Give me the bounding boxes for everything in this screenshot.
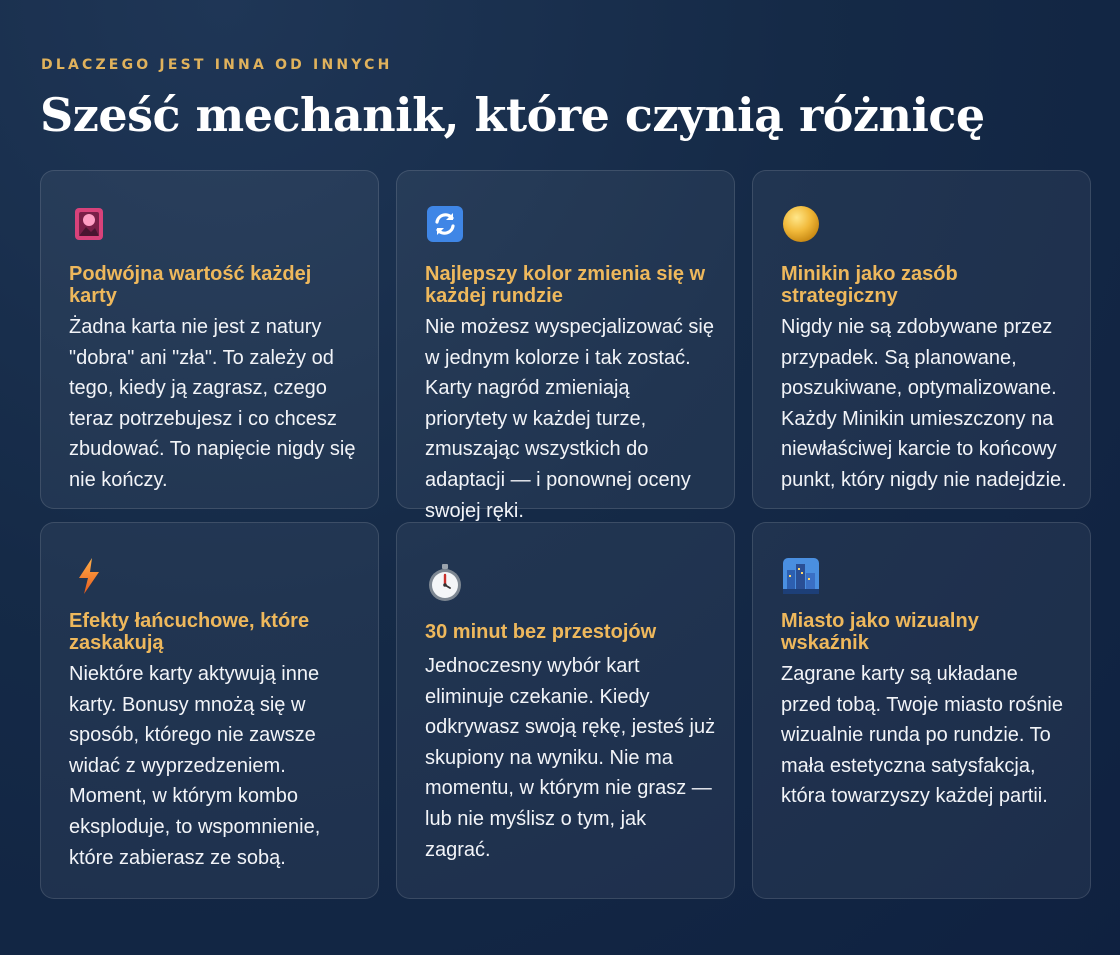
mechanic-card-city xyxy=(752,522,1091,899)
mechanic-card-best-color xyxy=(396,170,735,522)
mechanic-card-minikin xyxy=(752,170,1091,509)
mechanic-card-double-value xyxy=(40,170,379,509)
lightning-icon xyxy=(69,556,109,596)
card-title: 30 minut bez przestojów xyxy=(425,621,657,643)
card-title: Najlepszy kolor zmienia się w każdej rundzie xyxy=(425,263,706,307)
card-title: Miasto jako wizualny wskaźnik xyxy=(781,610,979,654)
card-description: Nigdy nie są zdobywane przez przypadek. Są planowane, poszukiwane, optymalizowane. Każdy Minikin umieszczony na niewłaściwej karcie to końcowy punkt, który nigdy nie nadejdzie. xyxy=(781,316,1067,491)
city-icon xyxy=(781,556,821,596)
card-title: Minikin jako zasób strategiczny xyxy=(781,263,958,307)
card-title: Efekty łańcuchowe, które zaskakują xyxy=(69,610,310,654)
mechanic-card-chain-effects xyxy=(40,522,379,899)
coin-icon xyxy=(781,204,821,244)
mechanic-card-30-minutes xyxy=(396,522,735,899)
card-title: Podwójna wartość każdej karty xyxy=(69,263,312,307)
refresh-icon xyxy=(425,204,465,244)
card-icon xyxy=(69,204,109,244)
card-description: Nie możesz wyspecjalizować się w jednym kolorze i tak zostać. Karty nagród zmieniają priorytety w każdej turze, zmuszając wszystkich do adaptacji — i ponownej oceny swojej ręki. xyxy=(425,316,714,522)
card-description: Zagrane karty są układane przed tobą. Twoje miasto rośnie wizualnie runda po rundzie. To mała estetyczna satysfakcja, która towarzyszy każdej partii. xyxy=(781,663,1064,808)
section-eyebrow: DLACZEGO JEST INNA OD INNYCH xyxy=(41,57,393,73)
card-description: Niektóre karty aktywują inne karty. Bonusy mnożą się w sposób, którego nie zawsze widać z wyprzedzeniem. Moment, w którym kombo eksploduje, to wspomnienie, które zabierasz ze sobą. xyxy=(69,663,321,869)
page-title: Sześć mechanik, które czynią różnicę xyxy=(40,88,985,142)
mechanics-grid xyxy=(40,170,1091,899)
stopwatch-icon xyxy=(425,563,465,603)
card-description: Jednoczesny wybór kart eliminuje czekanie. Kiedy odkrywasz swoją rękę, jesteś już skupiony na wyniku. Nie ma momentu, w którym nie grasz — lub nie myślisz o tym, jak zagrać. xyxy=(425,655,716,861)
card-description: Żadna karta nie jest z natury "dobra" ani "zła". To zależy od tego, kiedy ją zagrasz, czego teraz potrzebujesz i co chcesz zbudować. To napięcie nigdy się nie kończy. xyxy=(69,316,356,491)
